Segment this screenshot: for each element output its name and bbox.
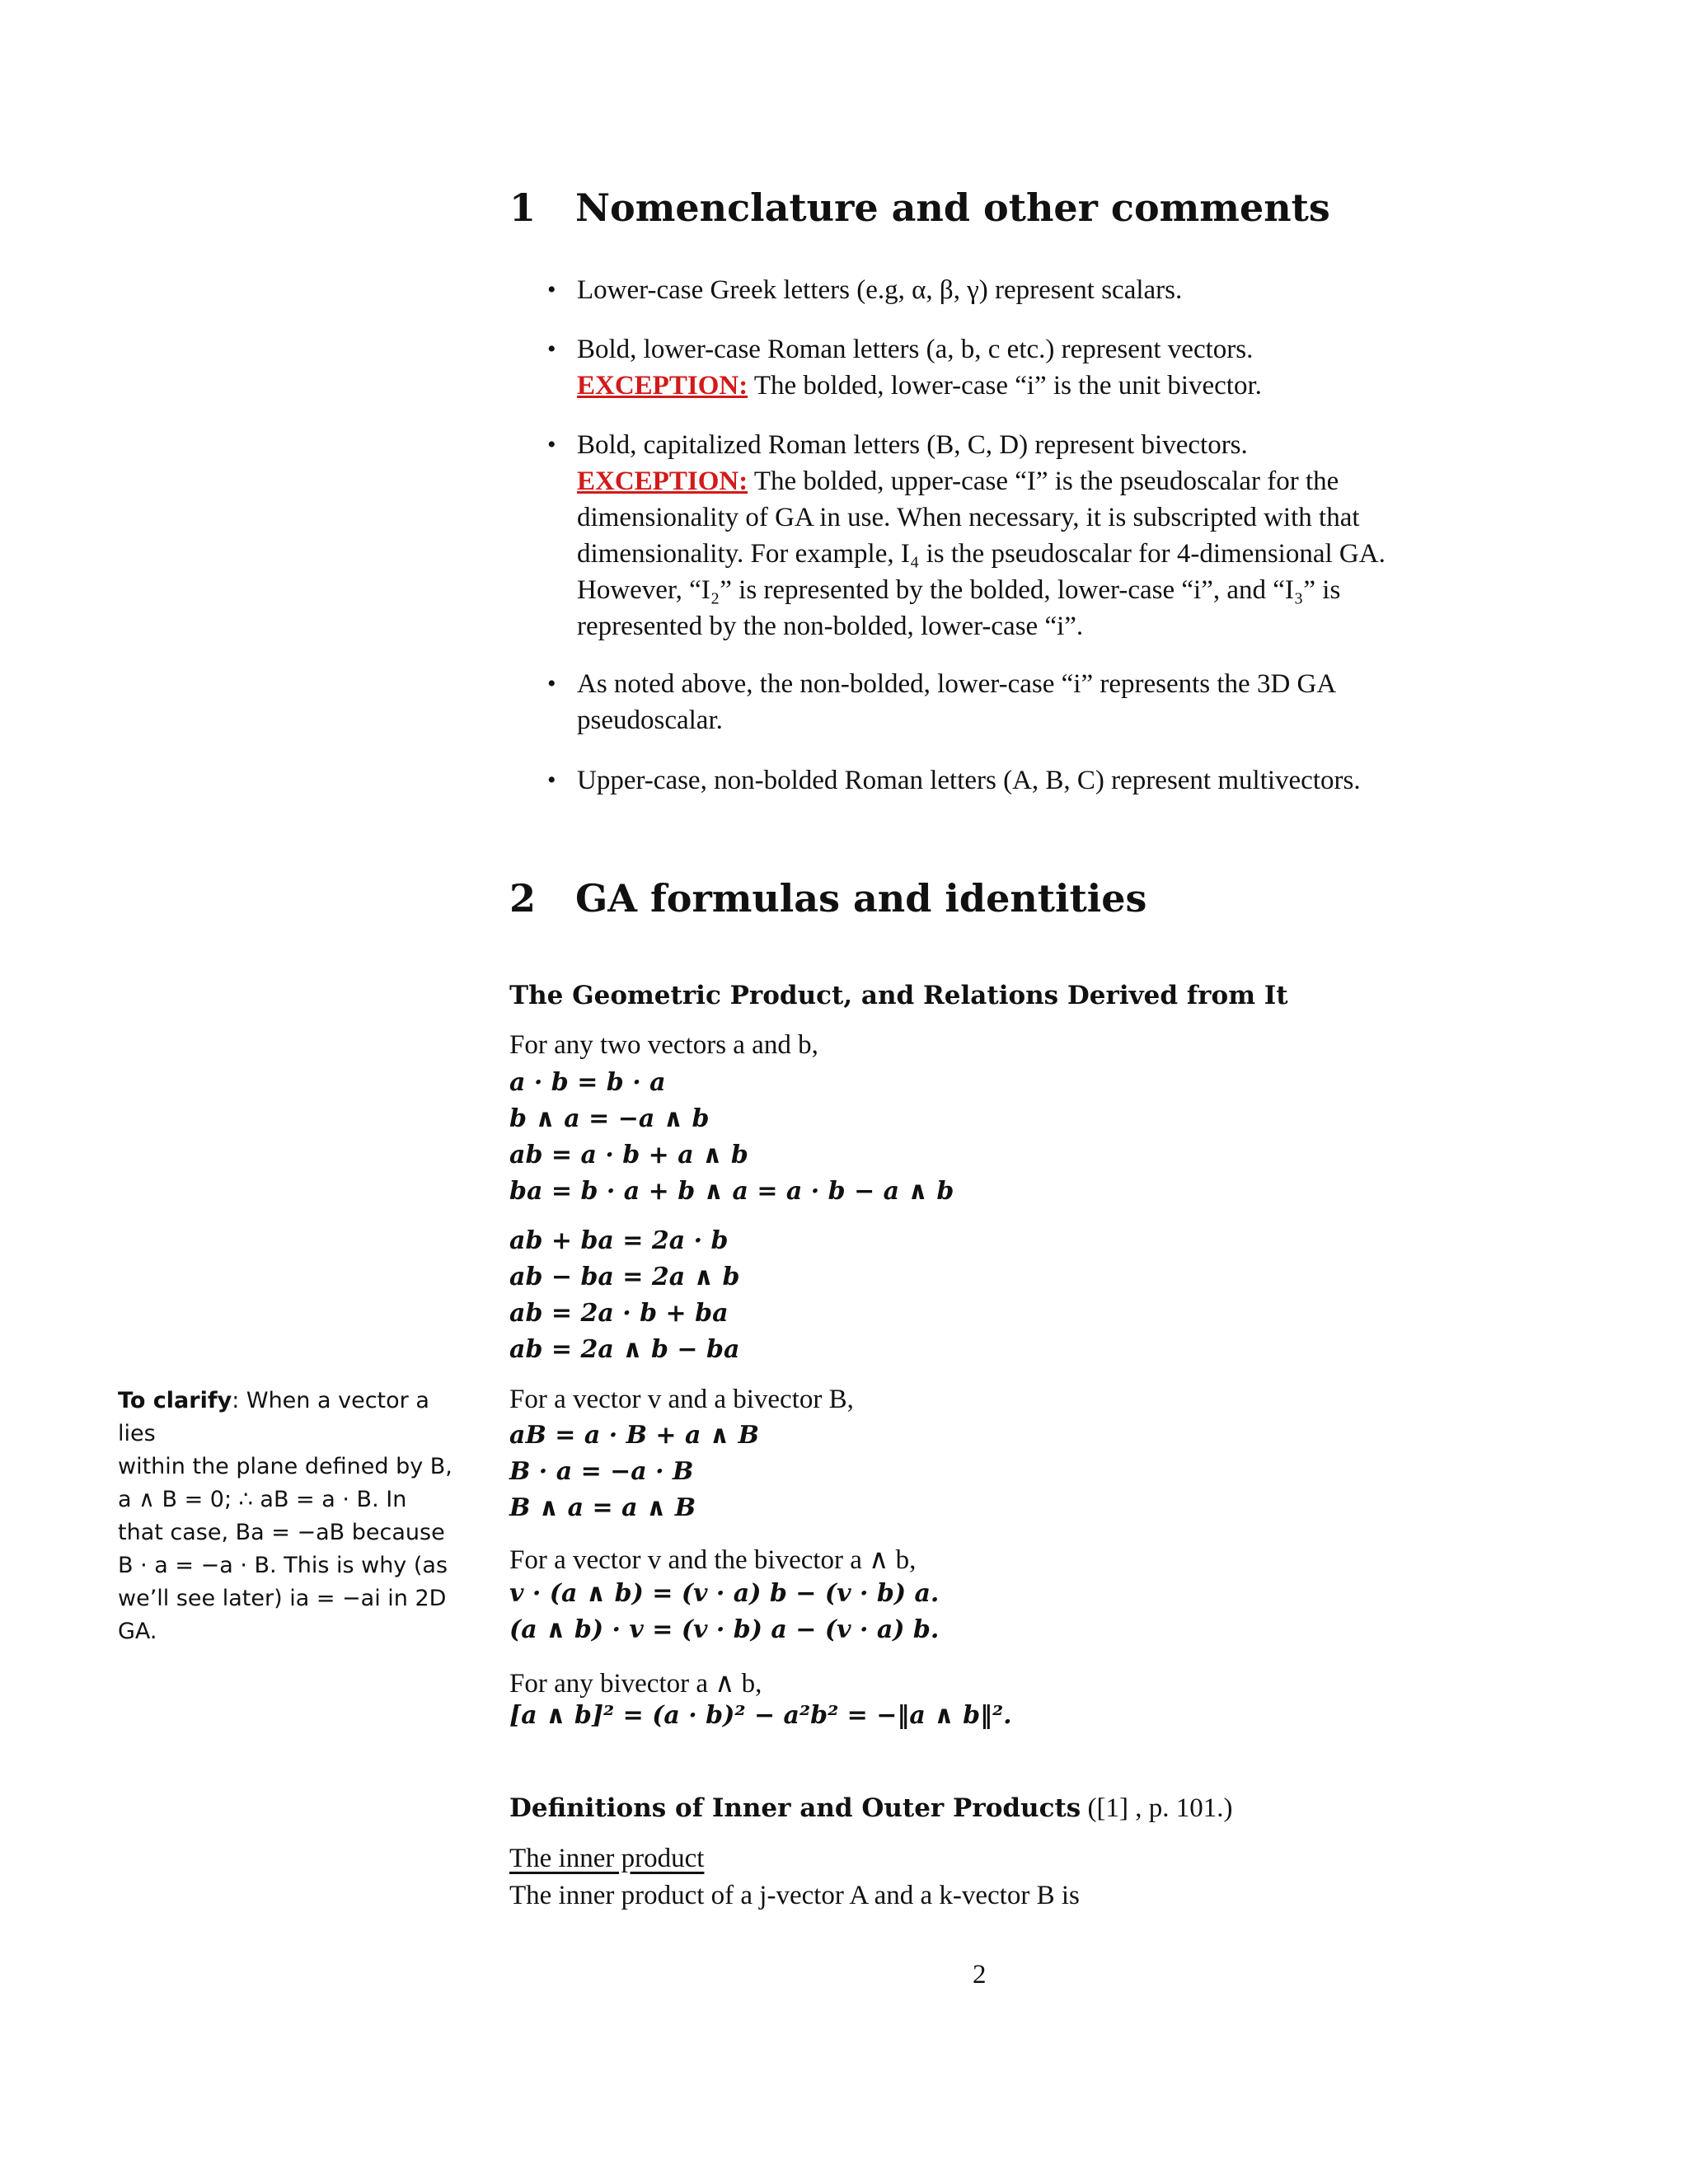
list-item: • Upper-case, non-bolded Roman letters (A, B, C) represent multivectors. — [547, 766, 1361, 795]
equation: aB = a · B + a ∧ B — [509, 1421, 760, 1450]
section-1-heading — [509, 185, 1330, 230]
paragraph: For any bivector a ∧ b, — [509, 1669, 762, 1699]
section-title: GA formulas and identities — [575, 876, 1147, 921]
subsection-heading: Definitions of Inner and Outer Products — [509, 1793, 1081, 1823]
section-number: 2 — [509, 876, 537, 921]
equation: v · (a ∧ b) = (v · a) b − (v · b) a. — [509, 1579, 940, 1608]
exception-label: EXCEPTION: — [577, 371, 748, 401]
exception-label: EXCEPTION: — [577, 466, 748, 496]
equation: B ∧ a = a ∧ B — [509, 1493, 696, 1522]
equation: ab = 2a ∧ b − ba — [509, 1335, 740, 1364]
equation: ba = b · a + b ∧ a = a · b − a ∧ b — [509, 1177, 954, 1206]
paragraph: For a vector v and a bivector B, — [509, 1385, 854, 1414]
section-number: 1 — [509, 185, 537, 230]
equation: ab − ba = 2a ∧ b — [509, 1263, 740, 1291]
paragraph: The inner product of a j-vector A and a k-vector B is — [509, 1881, 1080, 1910]
margin-note: To clarify: When a vector a lies within the plane defined by B, a ∧ B = 0; ∴ aB = a · B. In that case, Ba = −aB because B · a = −a · B. This is why (as we’ll see later) ia = −ai in 2D GA. — [118, 1388, 452, 1644]
list-item: • As noted above, the non-bolded, lower-case “i” represents the 3D GA pseudoscalar. — [547, 669, 1337, 735]
equation: [a ∧ b]² = (a · b)² − a²b² = −‖a ∧ b‖². — [509, 1701, 1012, 1730]
paragraph: For any two vectors a and b, — [509, 1030, 818, 1060]
equation: ab = a · b + a ∧ b — [509, 1141, 748, 1169]
section-2-heading — [509, 876, 1146, 921]
section-title: Nomenclature and other comments — [575, 185, 1330, 230]
list-item: • Bold, capitalized Roman letters (B, C, D) represent bivectors. EXCEPTION: The bolded, upper-case “I” is the pseudoscalar for the dimensionality of GA in use. When necessary, it is subscripted with that dimensionality. For example, I₄ is the pseudoscalar for 4-dimensional GA. However, “I₂” is represented by the bolded, lower-case “i”, and “I₃” is represented by the non-bolded, lower-case “i”. — [547, 430, 1386, 641]
equation: B · a = −a · B — [509, 1457, 694, 1486]
equation: ab + ba = 2a · b — [509, 1226, 729, 1255]
subsection-heading: The Geometric Product, and Relations Derived from It — [509, 981, 1288, 1010]
list-item: • Lower-case Greek letters (e.g, α, β, γ) represent scalars. — [547, 275, 1183, 305]
subsection-heading-line — [509, 1793, 1232, 1824]
equation: a · b = b · a — [509, 1068, 666, 1097]
paragraph-heading: The inner product — [509, 1844, 705, 1873]
page-number: 2 — [973, 1960, 987, 1990]
citation: ([1] , p. 101.) — [1081, 1793, 1233, 1823]
equation: ab = 2a · b + ba — [509, 1299, 729, 1328]
list-item: • Bold, lower-case Roman letters (a, b, c etc.) represent vectors. EXCEPTION: The bolded, lower-case “i” is the unit bivector. — [547, 335, 1262, 401]
equation: (a ∧ b) · v = (v · b) a − (v · a) b. — [509, 1615, 940, 1644]
margin-note-label: To clarify — [118, 1388, 232, 1413]
paragraph: For a vector v and the bivector a ∧ b, — [509, 1545, 917, 1575]
equation: b ∧ a = −a ∧ b — [509, 1104, 710, 1133]
